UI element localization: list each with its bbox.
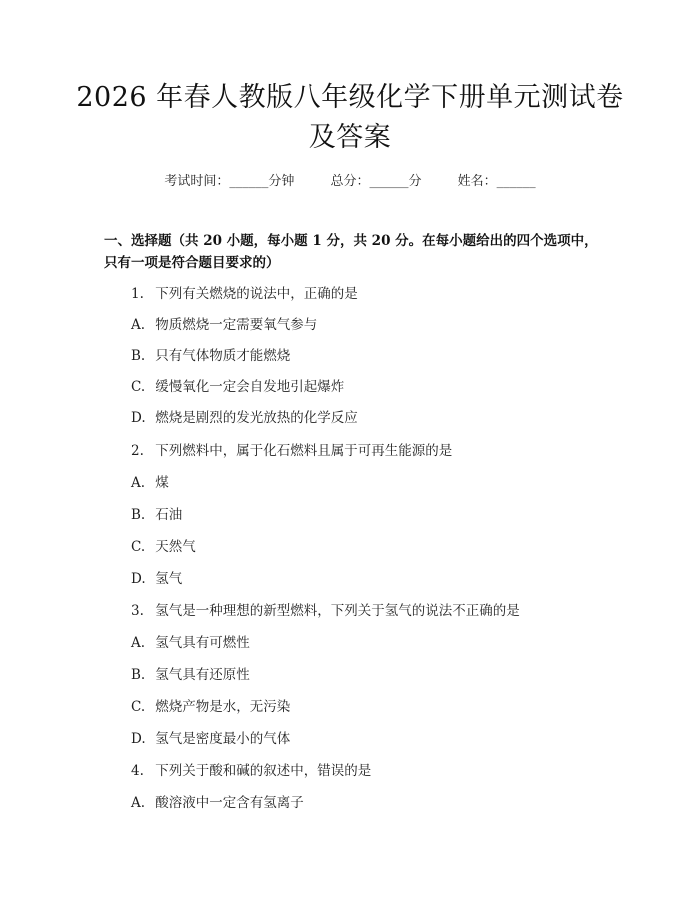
question-stem <box>131 442 452 460</box>
option-item <box>131 634 250 652</box>
option-letter: C. <box>131 379 146 395</box>
exam-meta <box>0 170 700 189</box>
option-text: 物质燃烧一定需要氧气参与 <box>155 317 318 333</box>
option-letter: A. <box>131 317 146 333</box>
total-score-field: 总分：______分 <box>330 174 422 189</box>
option-text: 酸溶液中一定含有氢离子 <box>155 795 304 811</box>
question-text: 下列燃料中，属于化石燃料且属于可再生能源的是 <box>155 443 453 459</box>
option-item <box>131 506 182 524</box>
option-text: 氢气 <box>155 571 183 587</box>
option-letter: A. <box>131 795 146 811</box>
option-letter: B. <box>131 667 146 683</box>
exam-time-field: 考试时间：______分钟 <box>164 174 295 189</box>
option-text: 石油 <box>155 507 183 523</box>
option-letter: C. <box>131 699 146 715</box>
option-letter: D. <box>131 410 146 426</box>
question-number: 3. <box>131 603 144 619</box>
title-line-2: 及答案 <box>308 122 392 153</box>
option-text: 燃烧是剧烈的发光放热的化学反应 <box>155 410 358 426</box>
question-stem <box>131 285 358 303</box>
option-letter: B. <box>131 348 146 364</box>
page-title <box>60 78 640 158</box>
option-item <box>131 698 290 716</box>
option-letter: D. <box>131 731 146 747</box>
title-line-1: 2026 年春人教版八年级化学下册单元测试卷 <box>76 82 624 113</box>
option-text: 燃烧产物是水，无污染 <box>155 699 291 715</box>
option-item <box>131 378 344 396</box>
option-text: 氢气是密度最小的气体 <box>155 731 291 747</box>
option-item <box>131 666 250 684</box>
option-item <box>131 347 290 365</box>
question-stem <box>131 762 371 780</box>
option-letter: A. <box>131 475 146 491</box>
option-text: 只有气体物质才能燃烧 <box>155 348 291 364</box>
question-text: 下列关于酸和碱的叙述中，错误的是 <box>155 763 372 779</box>
option-item <box>131 474 169 492</box>
section-heading-line-1: 一、选择题（共 20 小题，每小题 1 分，共 20 分。在每小题给出的四个选项中， <box>104 233 598 249</box>
option-text: 缓慢氧化一定会自发地引起爆炸 <box>155 379 345 395</box>
question-text: 氢气是一种理想的新型燃料，下列关于氢气的说法不正确的是 <box>155 603 520 619</box>
question-number: 4. <box>131 763 144 779</box>
option-text: 氢气具有可燃性 <box>155 635 250 651</box>
option-text: 氢气具有还原性 <box>155 667 250 683</box>
option-item <box>131 794 304 812</box>
section-heading-line-2: 只有一项是符合题目要求的） <box>104 255 280 271</box>
option-item <box>131 730 290 748</box>
question-number: 1. <box>131 286 144 302</box>
student-name-field: 姓名：______ <box>457 174 536 189</box>
option-letter: B. <box>131 507 146 523</box>
option-item <box>131 316 317 334</box>
question-number: 2. <box>131 443 144 459</box>
option-letter: C. <box>131 539 146 555</box>
question-text: 下列有关燃烧的说法中，正确的是 <box>155 286 358 302</box>
option-letter: A. <box>131 635 146 651</box>
question-stem <box>131 602 520 620</box>
option-letter: D. <box>131 571 146 587</box>
option-text: 煤 <box>155 475 169 491</box>
section-heading <box>104 230 624 274</box>
option-item <box>131 409 358 427</box>
option-item <box>131 570 182 588</box>
option-item <box>131 538 196 556</box>
option-text: 天然气 <box>155 539 196 555</box>
